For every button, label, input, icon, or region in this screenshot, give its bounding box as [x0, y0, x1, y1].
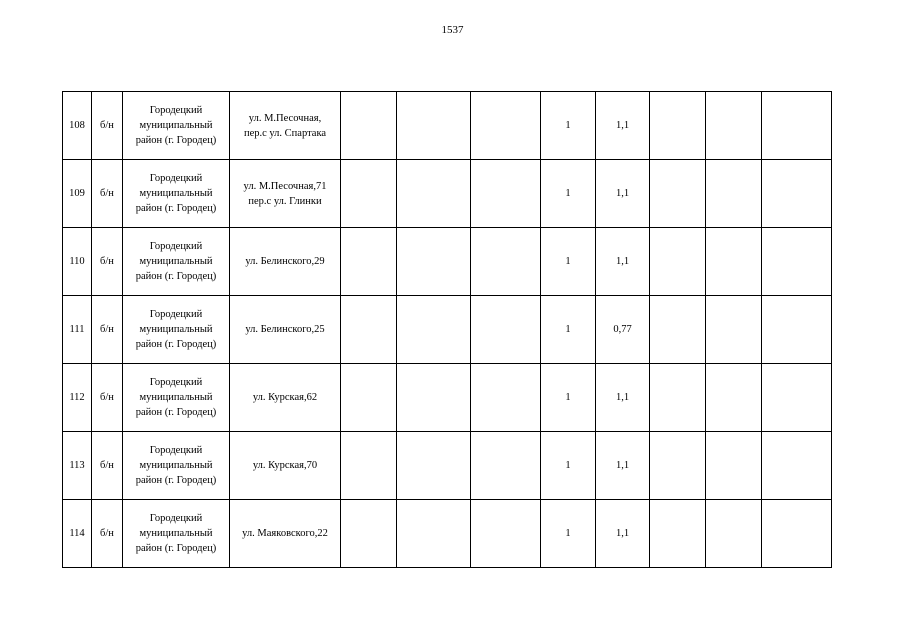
empty-cell — [397, 364, 471, 432]
empty-cell — [706, 92, 762, 160]
address-cell — [230, 364, 341, 432]
district-line: муниципальный — [139, 256, 213, 267]
district-line: муниципальный — [139, 188, 213, 199]
empty-cell — [341, 432, 397, 500]
empty-cell — [341, 228, 397, 296]
table-row — [63, 160, 832, 228]
row-number: 109 — [69, 188, 85, 199]
district-line: Городецкий — [149, 377, 203, 388]
ref-cell — [92, 160, 123, 228]
district-line: район (г. Городец) — [135, 475, 217, 486]
ref-value: б/н — [100, 528, 114, 539]
empty-cell — [762, 432, 832, 500]
table-row — [63, 500, 832, 568]
volume-cell — [596, 432, 650, 500]
empty-cell — [471, 500, 541, 568]
ref-cell — [92, 500, 123, 568]
empty-cell — [762, 364, 832, 432]
address-cell — [230, 500, 341, 568]
empty-cell — [650, 500, 706, 568]
row-number: 110 — [69, 256, 85, 267]
ref-value: б/н — [100, 460, 114, 471]
ref-cell — [92, 432, 123, 500]
table-row — [63, 92, 832, 160]
volume-value: 1,1 — [615, 188, 630, 199]
empty-cell — [706, 296, 762, 364]
volume-value: 1,1 — [615, 460, 630, 471]
district-line: район (г. Городец) — [135, 543, 217, 554]
district-line: Городецкий — [149, 309, 203, 320]
empty-cell — [341, 160, 397, 228]
empty-cell — [650, 432, 706, 500]
empty-cell — [471, 296, 541, 364]
district-cell — [123, 228, 230, 296]
row-number-cell — [63, 296, 92, 364]
volume-value: 1,1 — [615, 256, 630, 267]
row-number-cell — [63, 432, 92, 500]
page-number: 1537 — [441, 24, 464, 36]
row-number-cell — [63, 160, 92, 228]
row-number-cell — [63, 364, 92, 432]
row-number: 111 — [69, 324, 85, 335]
quantity-value: 1 — [565, 188, 571, 199]
ref-cell — [92, 92, 123, 160]
empty-cell — [341, 296, 397, 364]
empty-cell — [706, 228, 762, 296]
empty-cell — [397, 432, 471, 500]
quantity-value: 1 — [565, 120, 571, 131]
volume-cell — [596, 160, 650, 228]
volume-cell — [596, 500, 650, 568]
row-number: 113 — [69, 460, 85, 471]
ref-value: б/н — [100, 392, 114, 403]
row-number-cell — [63, 92, 92, 160]
ref-cell — [92, 364, 123, 432]
district-line: район (г. Городец) — [135, 203, 217, 214]
empty-cell — [397, 500, 471, 568]
table-row — [63, 364, 832, 432]
district-cell — [123, 432, 230, 500]
district-line: Городецкий — [149, 173, 203, 184]
ref-value: б/н — [100, 188, 114, 199]
district-line: муниципальный — [139, 460, 213, 471]
table-body — [63, 92, 832, 568]
volume-cell — [596, 92, 650, 160]
address-cell — [230, 228, 341, 296]
row-number: 114 — [69, 528, 85, 539]
quantity-value: 1 — [565, 460, 571, 471]
volume-value: 1,1 — [615, 528, 630, 539]
address-cell — [230, 160, 341, 228]
empty-cell — [471, 364, 541, 432]
empty-cell — [706, 160, 762, 228]
quantity-value: 1 — [565, 392, 571, 403]
address-line: ул. Курская,62 — [252, 392, 318, 403]
row-number: 108 — [69, 120, 85, 131]
empty-cell — [706, 432, 762, 500]
empty-cell — [397, 296, 471, 364]
row-number-cell — [63, 500, 92, 568]
address-line: ул. М.Песочная,71 — [243, 180, 327, 192]
empty-cell — [650, 364, 706, 432]
district-line: Городецкий — [149, 241, 203, 252]
quantity-cell — [541, 228, 596, 296]
empty-cell — [762, 228, 832, 296]
ref-value: б/н — [100, 256, 114, 267]
empty-cell — [471, 432, 541, 500]
district-line: район (г. Городец) — [135, 339, 217, 350]
volume-cell — [596, 364, 650, 432]
district-line: Городецкий — [149, 105, 203, 116]
district-line: район (г. Городец) — [135, 271, 217, 282]
row-number-cell — [63, 228, 92, 296]
district-line: муниципальный — [139, 120, 213, 131]
district-line: муниципальный — [139, 528, 213, 539]
ref-cell — [92, 228, 123, 296]
table-row — [63, 228, 832, 296]
address-line: пер.с ул. Глинки — [248, 195, 322, 207]
district-cell — [123, 364, 230, 432]
volume-cell — [596, 228, 650, 296]
quantity-value: 1 — [565, 256, 571, 267]
quantity-value: 1 — [565, 324, 571, 335]
empty-cell — [650, 92, 706, 160]
address-cell — [230, 92, 341, 160]
district-line: район (г. Городец) — [135, 407, 217, 418]
quantity-cell — [541, 92, 596, 160]
empty-cell — [706, 500, 762, 568]
empty-cell — [762, 296, 832, 364]
table-row — [63, 296, 832, 364]
district-cell — [123, 296, 230, 364]
ref-cell — [92, 296, 123, 364]
volume-value: 0,77 — [613, 324, 632, 335]
district-line: муниципальный — [139, 392, 213, 403]
empty-cell — [397, 92, 471, 160]
address-line: пер.с ул. Спартака — [243, 127, 327, 139]
empty-cell — [762, 160, 832, 228]
empty-cell — [471, 228, 541, 296]
volume-value: 1,1 — [615, 392, 630, 403]
row-number: 112 — [69, 392, 85, 403]
empty-cell — [397, 160, 471, 228]
quantity-cell — [541, 296, 596, 364]
empty-cell — [650, 228, 706, 296]
address-line: ул. Белинского,29 — [245, 256, 325, 267]
empty-cell — [650, 296, 706, 364]
empty-cell — [397, 228, 471, 296]
district-cell — [123, 92, 230, 160]
empty-cell — [471, 160, 541, 228]
registry-table — [62, 91, 832, 568]
ref-value: б/н — [100, 324, 114, 335]
district-line: Городецкий — [149, 513, 203, 524]
address-cell — [230, 432, 341, 500]
district-line: район (г. Городец) — [135, 135, 217, 146]
address-line: ул. Белинского,25 — [245, 324, 325, 335]
quantity-cell — [541, 500, 596, 568]
address-line: ул. Курская,70 — [252, 460, 318, 471]
empty-cell — [762, 500, 832, 568]
empty-cell — [341, 500, 397, 568]
empty-cell — [650, 160, 706, 228]
quantity-cell — [541, 160, 596, 228]
empty-cell — [762, 92, 832, 160]
empty-cell — [706, 364, 762, 432]
address-line: ул. М.Песочная, — [248, 112, 322, 124]
district-cell — [123, 500, 230, 568]
empty-cell — [341, 92, 397, 160]
empty-cell — [471, 92, 541, 160]
address-cell — [230, 296, 341, 364]
district-line: Городецкий — [149, 445, 203, 456]
quantity-value: 1 — [565, 528, 571, 539]
volume-cell — [596, 296, 650, 364]
quantity-cell — [541, 364, 596, 432]
quantity-cell — [541, 432, 596, 500]
address-line: ул. Маяковского,22 — [242, 528, 328, 539]
district-cell — [123, 160, 230, 228]
ref-value: б/н — [100, 120, 114, 131]
table-row — [63, 432, 832, 500]
district-line: муниципальный — [139, 324, 213, 335]
empty-cell — [341, 364, 397, 432]
volume-value: 1,1 — [615, 120, 630, 131]
